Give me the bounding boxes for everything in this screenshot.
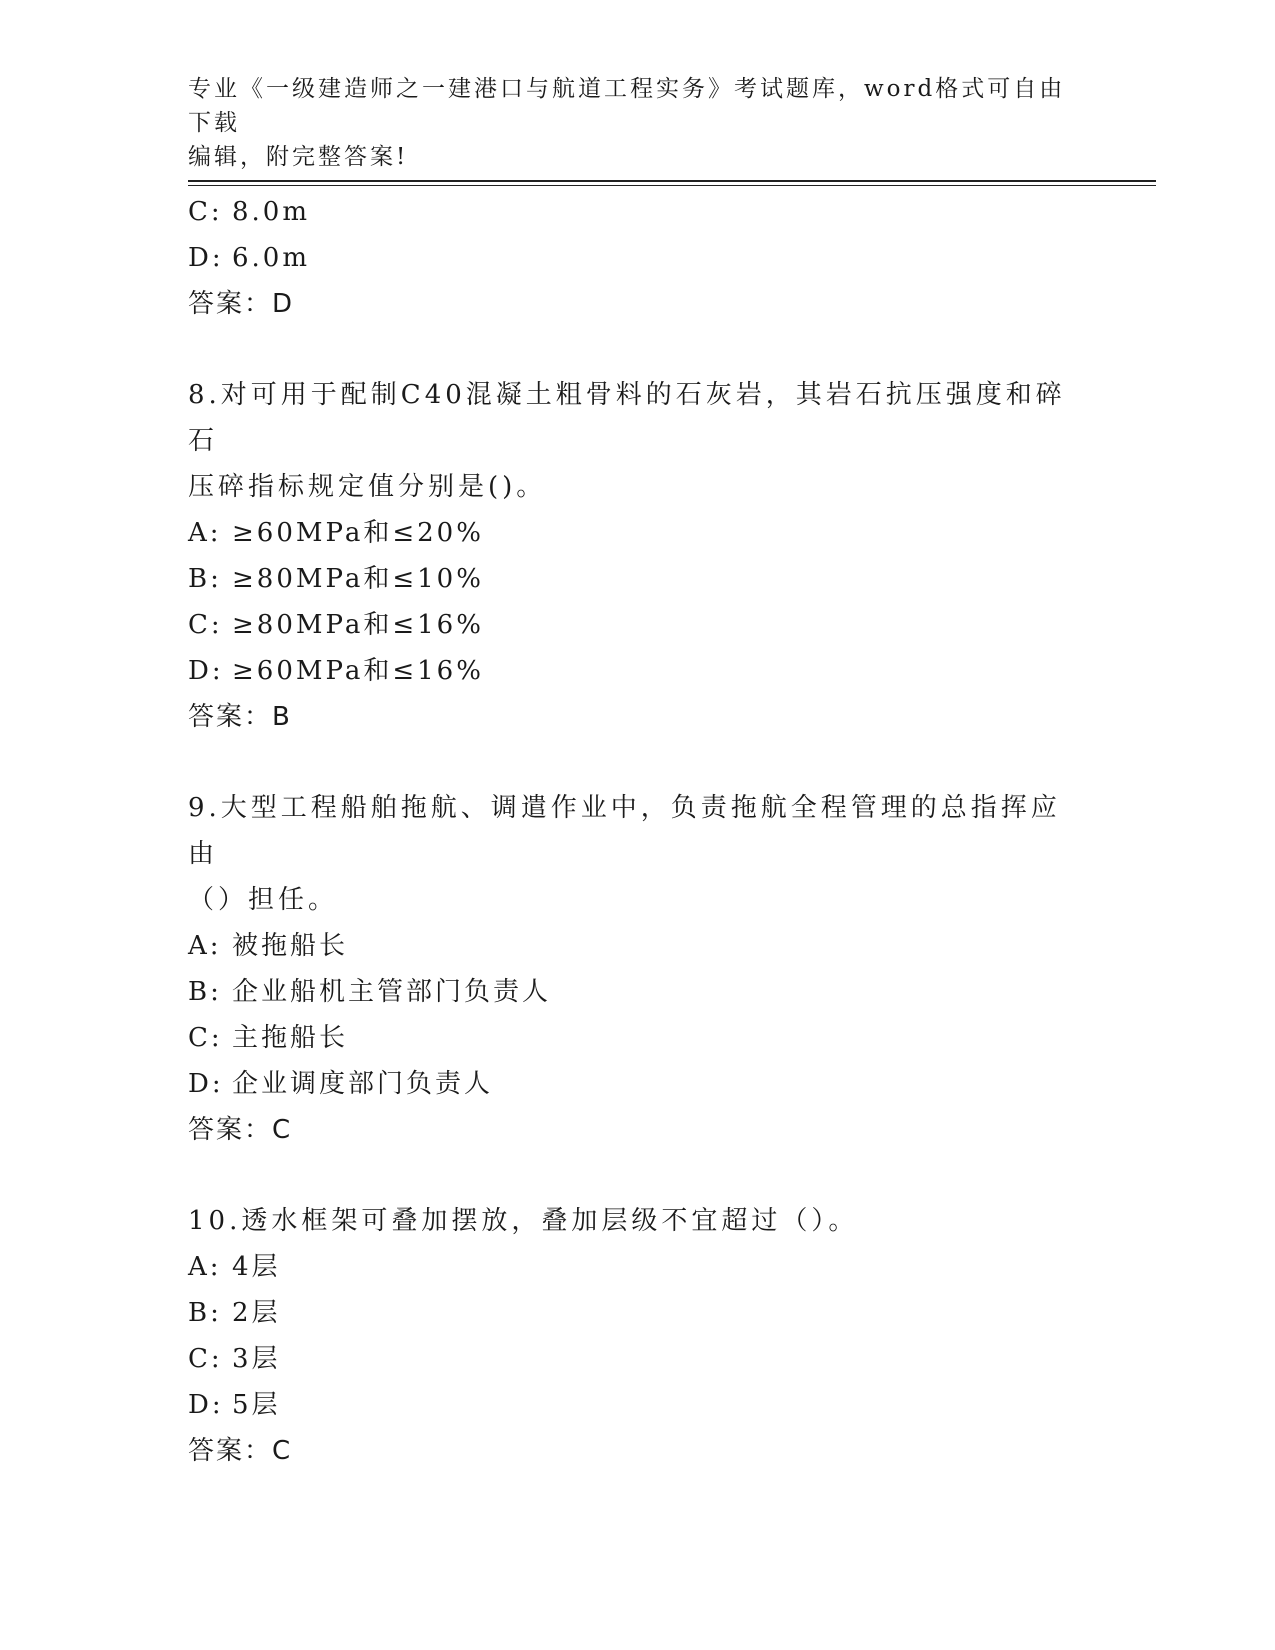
- question-stem-line-1: 10.透水框架可叠加摆放，叠加层级不宜超过（）。: [188, 1206, 859, 1236]
- option-letter: D:: [188, 1069, 224, 1099]
- question-7-continuation: [188, 189, 1088, 327]
- option-text: ≥60MPa和≤16%: [232, 656, 484, 686]
- answer-line: 答案：D: [188, 289, 295, 319]
- option-letter: C:: [188, 610, 223, 640]
- header-line-2: 编辑，附完整答案!: [188, 144, 409, 170]
- header-divider-thick: [188, 180, 1156, 182]
- option-c: [188, 189, 1088, 235]
- option-text: 被拖船长: [232, 931, 349, 961]
- option-letter: D:: [188, 1390, 224, 1420]
- question-stem: [188, 785, 1088, 923]
- option-d: [188, 648, 1088, 694]
- option-text: ≥80MPa和≤16%: [232, 610, 484, 640]
- header-line-1: 专业《一级建造师之一建港口与航道工程实务》考试题库，word格式可自由下载: [188, 76, 1066, 136]
- option-d: [188, 1382, 1088, 1428]
- option-a: [188, 923, 1088, 969]
- option-text: ≥60MPa和≤20%: [232, 518, 484, 548]
- option-letter: A:: [188, 931, 222, 961]
- question-stem-line-2: 压碎指标规定值分别是()。: [188, 472, 547, 502]
- option-letter: B:: [188, 977, 222, 1007]
- option-text: 主拖船长: [232, 1023, 349, 1053]
- question-stem: [188, 372, 1088, 510]
- header-divider-thin: [188, 185, 1156, 186]
- option-letter: D:: [188, 656, 224, 686]
- option-letter: B:: [188, 564, 222, 594]
- option-letter: A:: [188, 1252, 222, 1282]
- option-text: 5层: [232, 1390, 281, 1420]
- question-stem-line-2: （）担任。: [188, 885, 339, 915]
- option-b: [188, 1290, 1088, 1336]
- option-text: 3层: [232, 1344, 281, 1374]
- option-a: [188, 1244, 1088, 1290]
- question-10: [188, 1198, 1088, 1474]
- option-letter: D:: [188, 243, 224, 273]
- option-letter: B:: [188, 1298, 222, 1328]
- option-a: [188, 510, 1088, 556]
- option-b: [188, 969, 1088, 1015]
- option-text: 6.0m: [232, 243, 311, 273]
- question-9: [188, 785, 1088, 1153]
- option-letter: A:: [188, 518, 222, 548]
- answer-line: 答案：B: [188, 702, 292, 732]
- document-header: [188, 72, 1088, 174]
- option-text: ≥80MPa和≤10%: [232, 564, 484, 594]
- answer-line: 答案：C: [188, 1436, 293, 1466]
- option-text: 8.0m: [232, 197, 311, 227]
- option-text: 4层: [232, 1252, 281, 1282]
- option-text: 企业船机主管部门负责人: [232, 977, 552, 1007]
- question-content: [188, 189, 1088, 1474]
- option-letter: C:: [188, 1023, 223, 1053]
- question-stem-line-1: 9.大型工程船舶拖航、调遣作业中，负责拖航全程管理的总指挥应由: [188, 793, 1061, 869]
- answer-line: 答案：C: [188, 1115, 293, 1145]
- question-stem: [188, 1198, 1088, 1244]
- option-text: 2层: [232, 1298, 281, 1328]
- option-d: [188, 1061, 1088, 1107]
- option-letter: C:: [188, 1344, 223, 1374]
- question-stem-line-1: 8.对可用于配制C40混凝土粗骨料的石灰岩，其岩石抗压强度和碎石: [188, 380, 1066, 456]
- option-c: [188, 1015, 1088, 1061]
- option-text: 企业调度部门负责人: [232, 1069, 494, 1099]
- option-b: [188, 556, 1088, 602]
- option-letter: C:: [188, 197, 223, 227]
- option-d: [188, 235, 1088, 281]
- question-8: [188, 372, 1088, 740]
- option-c: [188, 602, 1088, 648]
- option-c: [188, 1336, 1088, 1382]
